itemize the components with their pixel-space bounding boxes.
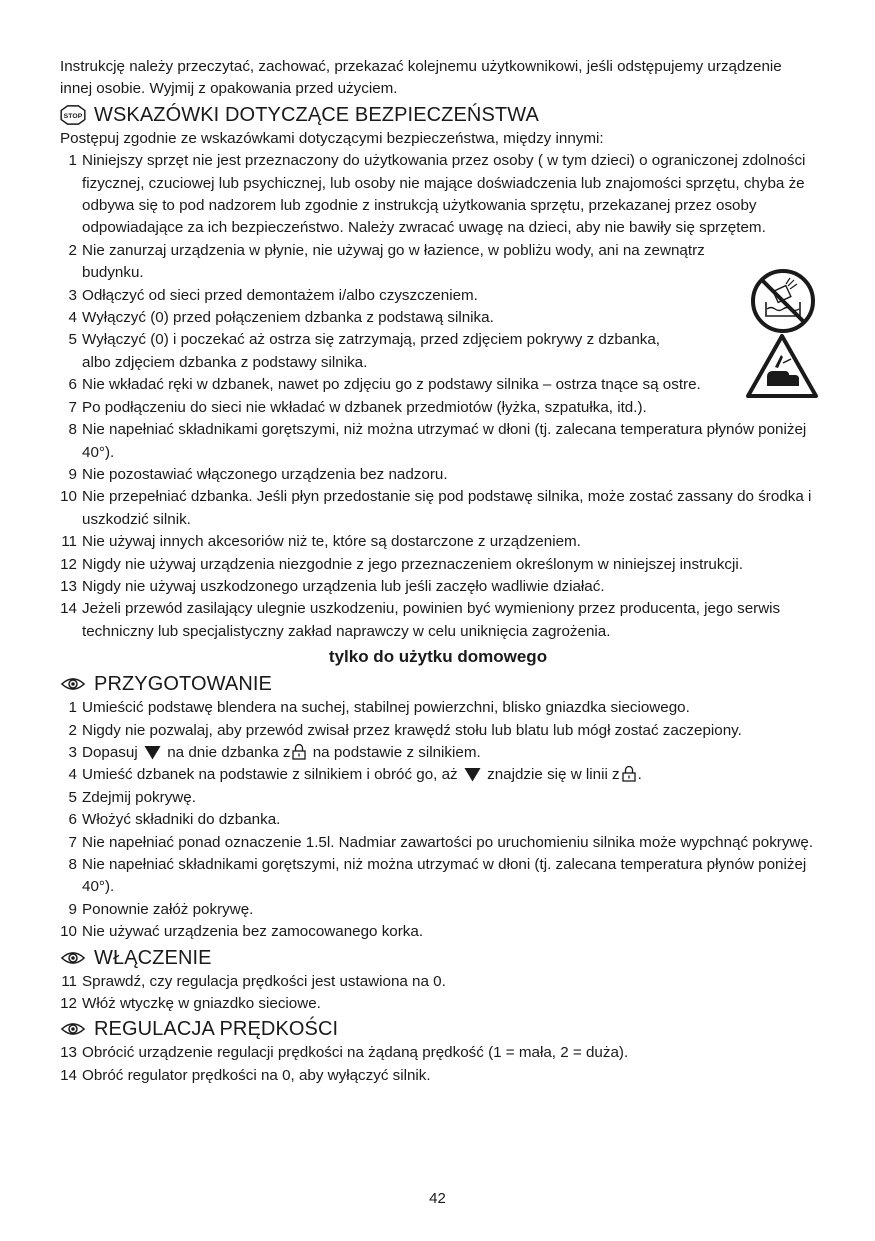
arrow-down-triangle-icon [464,767,481,782]
switching-on-heading [60,946,816,970]
list-item: 3 Dopasuj na dnie dzbanka z na podstawie z silnikiem. [68,743,481,761]
safety-heading [60,103,816,127]
eye-icon [60,948,86,968]
list-item: 6 Włożyć składniki do dzbanka. [68,811,281,829]
switching-on-list [60,971,816,1016]
list-item: 1 Niniejszy sprzęt nie jest przeznaczony do użytkowania przez osoby ( w tym dzieci) o ograniczonej zdolności fizycznej, czuciowej lub psychicznej, lub osoby nie mające doświadczenia lub znajomości sprzętu, chyba że odbywa się to pod nadzorem lub zgodnie z instrukcją użytkowania sprzętu, przekazanej przez osoby odpowiadające za ich bezpieczeństwo. Należy zwracać uwagę na dzieci, aby nie bawiły się sprzętem. [68,152,806,237]
list-item: 7 Po podłączeniu do sieci nie wkładać w dzbanek przedmiotów (łyżka, szpatułka, itd.). [68,398,647,416]
safety-list [60,150,816,643]
list-item: 9 Ponownie załóż pokrywę. [68,900,254,918]
list-item: 14 Jeżeli przewód zasilający ulegnie uszkodzeniu, powinien być wymieniony przez producenta, jego serwis techniczny lub specjalistyczny zakład naprawczy w celu uniknięcia zagrożenia. [60,600,781,640]
list-item: 6 Nie wkładać ręki w dzbanek, nawet po zdjęciu go z podstawy silnika – ostrza tnące są ostre. [68,376,701,394]
list-item: 11 Nie używaj innych akcesoriów niż te, które są dostarczone z urządzeniem. [61,533,581,551]
list-item: 9 Nie pozostawiać włączonego urządzenia bez nadzoru. [68,465,448,483]
list-item: 7 Nie napełniać ponad oznaczenie 1.5l. Nadmiar zawartości po uruchomieniu silnika może wypchnąć pokrywę. [68,833,814,851]
arrow-down-triangle-icon [144,745,161,760]
list-item: 10 Nie używać urządzenia bez zamocowanego korka. [60,923,424,941]
no-water-immersion-icon [750,268,816,334]
stop-icon [60,105,86,125]
padlock-icon [292,743,306,760]
manual-page [60,56,816,1087]
list-item: 2 Nigdy nie pozwalaj, aby przewód zwisał przez krawędź stołu lub blatu lub mógł zostać zaczepiony. [68,721,742,739]
list-item: 4 Wyłączyć (0) przed połączeniem dzbanka z podstawą silnika. [68,309,494,327]
list-item: 3 Odłączyć od sieci przed demontażem i/albo czyszczeniem. [68,286,478,304]
list-item: 8 Nie napełniać składnikami gorętszymi, niż można utrzymać w dłoni (tj. zalecana temperatura płynów poniżej 40°). [68,856,807,896]
list-item: 5 Zdejmij pokrywę. [68,788,196,806]
sharp-blade-warning-icon [745,333,819,399]
list-item: 8 Nie napełniać składnikami gorętszymi, niż można utrzymać w dłoni (tj. zalecana temperatura płynów poniżej 40°). [68,421,807,461]
speed-title: REGULACJA PRĘDKOŚCI [94,1018,339,1041]
speed-heading [60,1017,816,1041]
list-item: 13 Obrócić urządzenie regulacji prędkości na żądaną prędkość (1 = mała, 2 = duża). [60,1044,629,1062]
list-item: 13 Nigdy nie używaj uszkodzonego urządzenia lub jeśli zaczęło wadliwie działać. [60,577,605,595]
speed-list [60,1042,816,1087]
switching-on-title: WŁĄCZENIE [94,946,212,969]
safety-lead: Postępuj zgodnie ze wskazówkami dotyczącymi bezpieczeństwa, między innymi: [60,129,604,147]
padlock-icon [622,765,636,782]
list-item: 12 Włóż wtyczkę w gniazdko sieciowe. [60,995,321,1013]
household-use-note: tylko do użytku domowego [328,647,548,667]
list-item: 1 Umieścić podstawę blendera na suchej, stabilnej powierzchni, blisko gniazdka sieciowego. [68,699,690,717]
eye-icon [60,1019,86,1039]
list-item: 10 Nie przepełniać dzbanka. Jeśli płyn przedostanie się pod podstawę silnika, może zostać zassany do środka i uszkodzić silnik. [60,488,812,528]
list-item: 4 Umieść dzbanek na podstawie z silnikiem i obróć go, aż znajdzie się w linii z . [68,766,642,784]
eye-icon [60,674,86,694]
list-item: 11 Sprawdź, czy regulacja prędkości jest ustawiona na 0. [61,972,446,990]
list-item: 12 Nigdy nie używaj urządzenia niezgodnie z jego przeznaczeniem określonym w niniejszej instrukcji. [60,555,743,573]
preparation-list [60,697,816,943]
list-item: 2 Nie zanurzaj urządzenia w płynie, nie używaj go w łazience, w pobliżu wody, ani na zewnątrz budynku. [68,241,705,282]
preparation-heading [60,672,816,696]
intro-text: Instrukcję należy przeczytać, zachować, przekazać kolejnemu użytkownikowi, jeśli odstępujemy urządzenie innej osobie. Wyjmij z opakowania przed użyciem. [60,58,782,98]
list-item: 14 Obróć regulator prędkości na 0, aby wyłączyć silnik. [60,1066,431,1084]
list-item: 5 Wyłączyć (0) i poczekać aż ostrza się zatrzymają, przed zdjęciem pokrywy z dzbanka, albo zdjęciem dzbanka z podstawy silnika. [68,331,661,371]
svg-text:STOP: STOP [63,112,83,120]
preparation-title: PRZYGOTOWANIE [94,673,272,696]
safety-title: WSKAZÓWKI DOTYCZĄCE BEZPIECZEŃSTWA [94,103,539,126]
page-number: 42 [429,1190,446,1207]
